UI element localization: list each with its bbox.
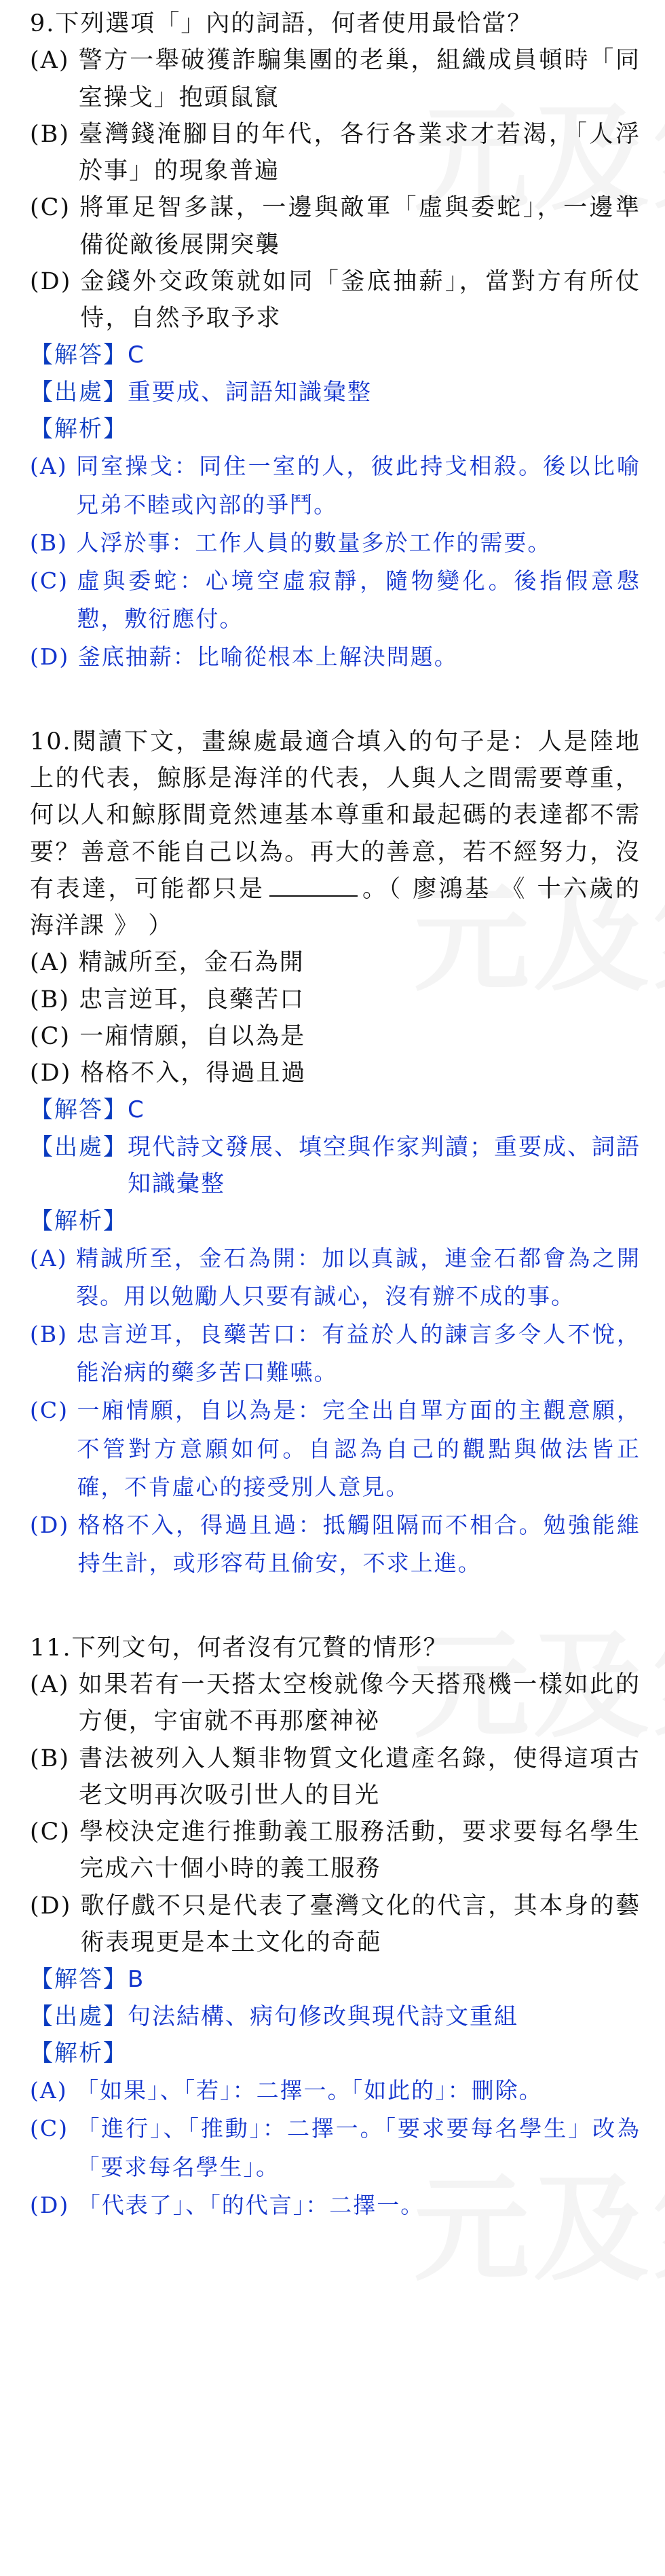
option-text: 歌仔戲不只是代表了臺灣文化的代言，其本身的藝術表現更是本土文化的奇葩 [80, 1892, 641, 1956]
analysis-item [30, 524, 641, 562]
option-list [30, 1666, 641, 1961]
option-text: 學校決定進行推動義工服務活動，要求要每名學生完成六十個小時的義工服務 [79, 1818, 641, 1883]
analysis-label: 【解析】 [30, 415, 128, 443]
answer-label: 【解答】 [30, 1096, 128, 1124]
analysis-heading [30, 2035, 641, 2072]
analysis-item-label: (A) [30, 1245, 77, 1272]
analysis-item-label: (B) [30, 529, 77, 556]
question-stem: 11.下列文句，何者沒有冗贅的情形？ [30, 1634, 449, 1662]
answer-label: 【解答】 [30, 1966, 128, 1994]
analysis-label: 【解析】 [30, 2039, 128, 2067]
analysis-item-text: 一廂情願，自以為是：完全出自單方面的主觀意願，不管對方意願如何。自認為自己的觀點與做法皆正確，不肯虛心的接受別人意見。 [77, 1397, 641, 1500]
option-text: 警方一舉破獲詐騙集團的老巢，組織成員頓時「同室操戈」抱頭鼠竄 [78, 47, 641, 111]
analysis-item-label: (A) [30, 2077, 77, 2104]
option-d [30, 263, 641, 337]
option-a [30, 1666, 641, 1740]
source-value: 句法結構、病句修改與現代詩文重組 [128, 2002, 518, 2030]
source-label: 【出處】 [30, 1133, 128, 1161]
option-label: (D) [30, 1060, 81, 1087]
option-label: (B) [30, 986, 79, 1013]
answer-value: B [128, 1966, 145, 1994]
option-b [30, 116, 641, 190]
answer-value: C [128, 341, 145, 369]
analysis-item-text: 人浮於事：工作人員的數量多於工作的需要。 [76, 529, 552, 556]
option-label: (B) [30, 120, 79, 148]
option-list [30, 42, 641, 337]
option-text: 精誠所至，金石為開 [78, 949, 305, 977]
analysis-list [30, 447, 641, 676]
option-c [30, 1814, 641, 1888]
option-text: 格格不入，得過且過 [80, 1060, 307, 1087]
analysis-item [30, 2186, 641, 2224]
option-a [30, 42, 641, 116]
option-label: (A) [30, 1671, 79, 1699]
analysis-item [30, 2072, 641, 2110]
option-label: (C) [30, 1818, 80, 1846]
analysis-item-text: 釜底抽薪：比喻從根本上解決問題。 [77, 643, 458, 670]
analysis-list [30, 2072, 641, 2224]
analysis-item [30, 2110, 641, 2186]
analysis-item-text: 虛與委蛇：心境空虛寂靜，隨物變化。後指假意慇懃，敷衍應付。 [77, 567, 641, 632]
option-label: (B) [30, 1744, 79, 1772]
option-b [30, 982, 641, 1018]
spacer [0, 1582, 665, 1630]
analysis-item-label: (D) [30, 1511, 78, 1538]
stem-citation: 。（ 廖鴻基 《 十六歲的海洋課 》 ） [30, 875, 641, 940]
option-d [30, 1055, 641, 1091]
analysis-item-text: 同室操戈：同住一室的人，彼此持戈相殺。後以比喻兄弟不睦或內部的爭鬥。 [76, 453, 641, 518]
analysis-item-label: (A) [30, 453, 77, 480]
answer-label: 【解答】 [30, 341, 128, 369]
analysis-item [30, 447, 641, 523]
spacer [0, 676, 665, 724]
analysis-item-text: 「進行」、「推動」：二擇一。「要求要每名學生」改為「要求每名學生」。 [77, 2115, 641, 2180]
question-stem: 9.下列選項「」內的詞語，何者使用最恰當？ [30, 10, 533, 37]
analysis-item-label: (B) [30, 1321, 77, 1348]
option-label: (C) [30, 1022, 80, 1050]
source-line [30, 374, 641, 411]
option-a [30, 944, 641, 981]
option-c [30, 189, 641, 263]
analysis-list [30, 1239, 641, 1582]
answer-line [30, 1091, 641, 1128]
option-text: 忠言逆耳，良藥苦口 [79, 986, 305, 1013]
option-d [30, 1888, 641, 1962]
analysis-item-label: (C) [30, 567, 77, 594]
option-text: 臺灣錢淹腳目的年代，各行各業求才若渴，「人浮於事」的現象普遍 [79, 120, 641, 185]
question-stem [30, 724, 641, 945]
option-text: 將軍足智多謀，一邊與敵軍「虛與委蛇」，一邊準備從敵後展開突襲 [79, 194, 641, 259]
analysis-item-label: (D) [30, 2191, 78, 2218]
option-label: (D) [30, 1892, 81, 1920]
analysis-item-text: 忠言逆耳，良藥苦口：有益於人的諫言多令人不悅，能治病的藥多苦口難嚥。 [76, 1321, 641, 1386]
option-text: 金錢外交政策就如同「釜底抽薪」，當對方有所仗恃，自然予取予求 [80, 267, 641, 332]
analysis-item [30, 1239, 641, 1315]
analysis-heading [30, 1203, 641, 1239]
analysis-heading [30, 411, 641, 447]
analysis-item-text: 「如果」、「若」：二擇一。「如此的」：刪除。 [76, 2077, 543, 2104]
answer-value: C [128, 1096, 145, 1124]
analysis-item-text: 精誠所至，金石為開：加以真誠，連金石都會為之開裂。用以勉勵人只要有誠心，沒有辦不成的事。 [76, 1245, 641, 1310]
option-c [30, 1018, 641, 1055]
analysis-item [30, 1315, 641, 1392]
analysis-item-label: (C) [30, 1397, 77, 1424]
analysis-item [30, 562, 641, 638]
option-label: (C) [30, 194, 80, 222]
question-9 [0, 0, 641, 676]
answer-line [30, 337, 641, 373]
analysis-item-label: (D) [30, 643, 78, 670]
question-11 [0, 1630, 641, 2224]
option-label: (A) [30, 47, 79, 75]
option-label: (A) [30, 949, 79, 977]
analysis-item-text: 「代表了」、「的代言」：二擇一。 [77, 2191, 425, 2218]
source-line [30, 1998, 641, 2035]
option-text: 一廂情願，自以為是 [79, 1022, 306, 1050]
option-b [30, 1740, 641, 1814]
answer-line [30, 1961, 641, 1998]
source-value: 重要成、詞語知識彙整 [128, 378, 372, 406]
analysis-item [30, 1506, 641, 1582]
analysis-item [30, 1392, 641, 1506]
source-line [30, 1129, 641, 1203]
source-value: 現代詩文發展、填空與作家判讀；重要成、詞語知識彙整 [128, 1133, 641, 1198]
question-10 [0, 724, 641, 1582]
option-text: 如果若有一天搭太空梭就像今天搭飛機一樣如此的方便，宇宙就不再那麼神祕 [78, 1671, 641, 1736]
source-label: 【出處】 [30, 2002, 128, 2030]
option-list [30, 944, 641, 1091]
analysis-label: 【解析】 [30, 1207, 128, 1235]
analysis-item [30, 638, 641, 676]
option-label: (D) [30, 267, 81, 295]
option-text: 書法被列入人類非物質文化遺產名錄，使得這項古老文明再次吸引世人的目光 [79, 1744, 641, 1809]
analysis-item-label: (C) [30, 2115, 77, 2142]
fill-in-blank [269, 874, 358, 897]
stem-text: 10.閱讀下文，畫線處最適合填入的句子是：人是陸地上的代表，鯨豚是海洋的代表，人與人之間需要尊重，何以人和鯨豚間竟然連基本尊重和最起碼的表達都不需要？善意不能自己以為。再大的善意，若不經努力，沒有表達，可能都只是 [30, 728, 641, 903]
source-label: 【出處】 [30, 378, 128, 406]
analysis-item-text: 格格不入，得過且過：抵觸阻隔而不相合。勉強能維持生計，或形容苟且偷安，不求上進。 [77, 1511, 641, 1576]
